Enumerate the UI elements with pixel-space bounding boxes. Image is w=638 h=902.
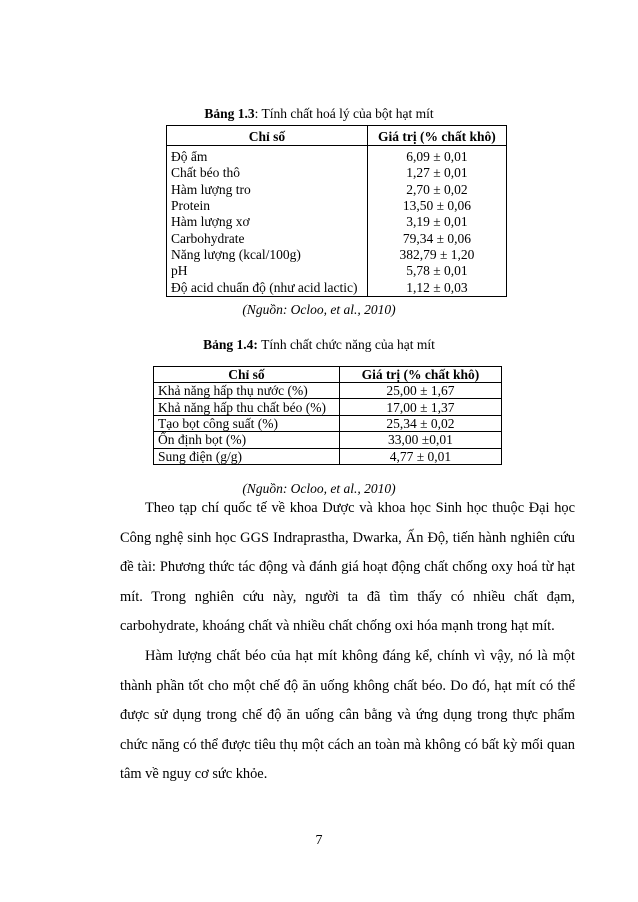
table-cell-value: 25,00 ± 1,67 bbox=[339, 383, 501, 399]
table-2-source: (Nguồn: Ocloo, et al., 2010) bbox=[242, 481, 396, 496]
table-cell-value: 1,12 ± 0,03 bbox=[367, 279, 506, 296]
table-1-label: Bảng 1.3 bbox=[204, 106, 255, 121]
table-1-caption bbox=[0, 106, 638, 122]
table-row bbox=[167, 198, 507, 214]
table-row bbox=[154, 448, 502, 464]
table-cell-indicator: Hàm lượng xơ bbox=[167, 214, 368, 230]
table-cell-value: 79,34 ± 0,06 bbox=[367, 230, 506, 246]
table-2-header-row bbox=[154, 367, 502, 383]
table-1-header-value: Giá trị (% chất khô) bbox=[367, 126, 506, 146]
table-cell-value: 382,79 ± 1,20 bbox=[367, 247, 506, 263]
table-2-header-value: Giá trị (% chất khô) bbox=[339, 367, 501, 383]
table-row bbox=[154, 415, 502, 431]
table-2-caption bbox=[0, 337, 638, 353]
table-cell-indicator: Chất béo thô bbox=[167, 165, 368, 181]
table-2-label: Bảng 1.4: bbox=[203, 337, 258, 352]
table-1-header-indicator: Chỉ số bbox=[167, 126, 368, 146]
table-cell-value: 17,00 ± 1,37 bbox=[339, 399, 501, 415]
body-text bbox=[120, 494, 575, 790]
table-row bbox=[167, 182, 507, 198]
table-1-title: : Tính chất hoá lý của bột hạt mít bbox=[254, 106, 434, 121]
table-cell-indicator: Tạo bọt công suất (%) bbox=[154, 415, 340, 431]
table-cell-value: 33,00 ±0,01 bbox=[339, 432, 501, 448]
table-2 bbox=[153, 366, 502, 465]
table-cell-indicator: Năng lượng (kcal/100g) bbox=[167, 247, 368, 263]
table-cell-value: 4,77 ± 0,01 bbox=[339, 448, 501, 464]
table-cell-indicator: Độ ẩm bbox=[167, 146, 368, 166]
table-row bbox=[154, 399, 502, 415]
table-1 bbox=[166, 125, 507, 297]
table-cell-value: 5,78 ± 0,01 bbox=[367, 263, 506, 279]
table-cell-indicator: Carbohydrate bbox=[167, 230, 368, 246]
table-row bbox=[154, 432, 502, 448]
table-1-source: (Nguồn: Ocloo, et al., 2010) bbox=[242, 302, 396, 317]
page-number: 7 bbox=[315, 833, 323, 848]
table-row bbox=[167, 230, 507, 246]
table-row bbox=[167, 263, 507, 279]
table-cell-indicator: pH bbox=[167, 263, 368, 279]
table-cell-value: 6,09 ± 0,01 bbox=[367, 146, 506, 166]
paragraph: Theo tạp chí quốc tế về khoa Dược và khoa học Sinh học thuộc Đại học Công nghệ sinh học GGS Indraprastha, Dwarka, Ấn Độ, tiến hành nghiên cứu đề tài: Phương thức tác động và đánh giá hoạt động chất chống oxy hoá từ hạt mít. Trong nghiên cứu này, người ta đã tìm thấy có nhiều chất đạm, carbohydrate, khoáng chất và nhiều chất chống oxi hóa mạnh trong hạt mít. bbox=[120, 500, 575, 635]
table-cell-indicator: Protein bbox=[167, 198, 368, 214]
table-cell-value: 1,27 ± 0,01 bbox=[367, 165, 506, 181]
table-cell-value: 25,34 ± 0,02 bbox=[339, 415, 501, 431]
table-row bbox=[167, 165, 507, 181]
table-row bbox=[167, 146, 507, 166]
table-cell-value: 3,19 ± 0,01 bbox=[367, 214, 506, 230]
table-row bbox=[154, 383, 502, 399]
table-1-header-row bbox=[167, 126, 507, 146]
table-row bbox=[167, 247, 507, 263]
table-cell-indicator: Ổn định bọt (%) bbox=[154, 432, 340, 448]
table-row bbox=[167, 279, 507, 296]
table-2-header-indicator: Chỉ số bbox=[154, 367, 340, 383]
table-row bbox=[167, 214, 507, 230]
table-cell-indicator: Độ acid chuẩn độ (như acid lactic) bbox=[167, 279, 368, 296]
table-cell-indicator: Khả năng hấp thu chất béo (%) bbox=[154, 399, 340, 415]
table-cell-indicator: Sung điện (g/g) bbox=[154, 448, 340, 464]
table-cell-value: 2,70 ± 0,02 bbox=[367, 182, 506, 198]
table-cell-value: 13,50 ± 0,06 bbox=[367, 198, 506, 214]
paragraph: Hàm lượng chất béo của hạt mít không đáng kể, chính vì vậy, nó là một thành phần tốt cho một chế độ ăn uống không chất béo. Do đó, hạt mít có thể được sử dụng trong chế độ ăn uống cân bằng và ứng dụng trong thực phẩm chức năng có thể được tiêu thụ một cách an toàn mà không có bất kỳ mối quan tâm về nguy cơ sức khỏe. bbox=[120, 647, 575, 783]
table-cell-indicator: Khả năng hấp thụ nước (%) bbox=[154, 383, 340, 399]
table-2-title: Tính chất chức năng của hạt mít bbox=[257, 337, 435, 352]
table-cell-indicator: Hàm lượng tro bbox=[167, 182, 368, 198]
